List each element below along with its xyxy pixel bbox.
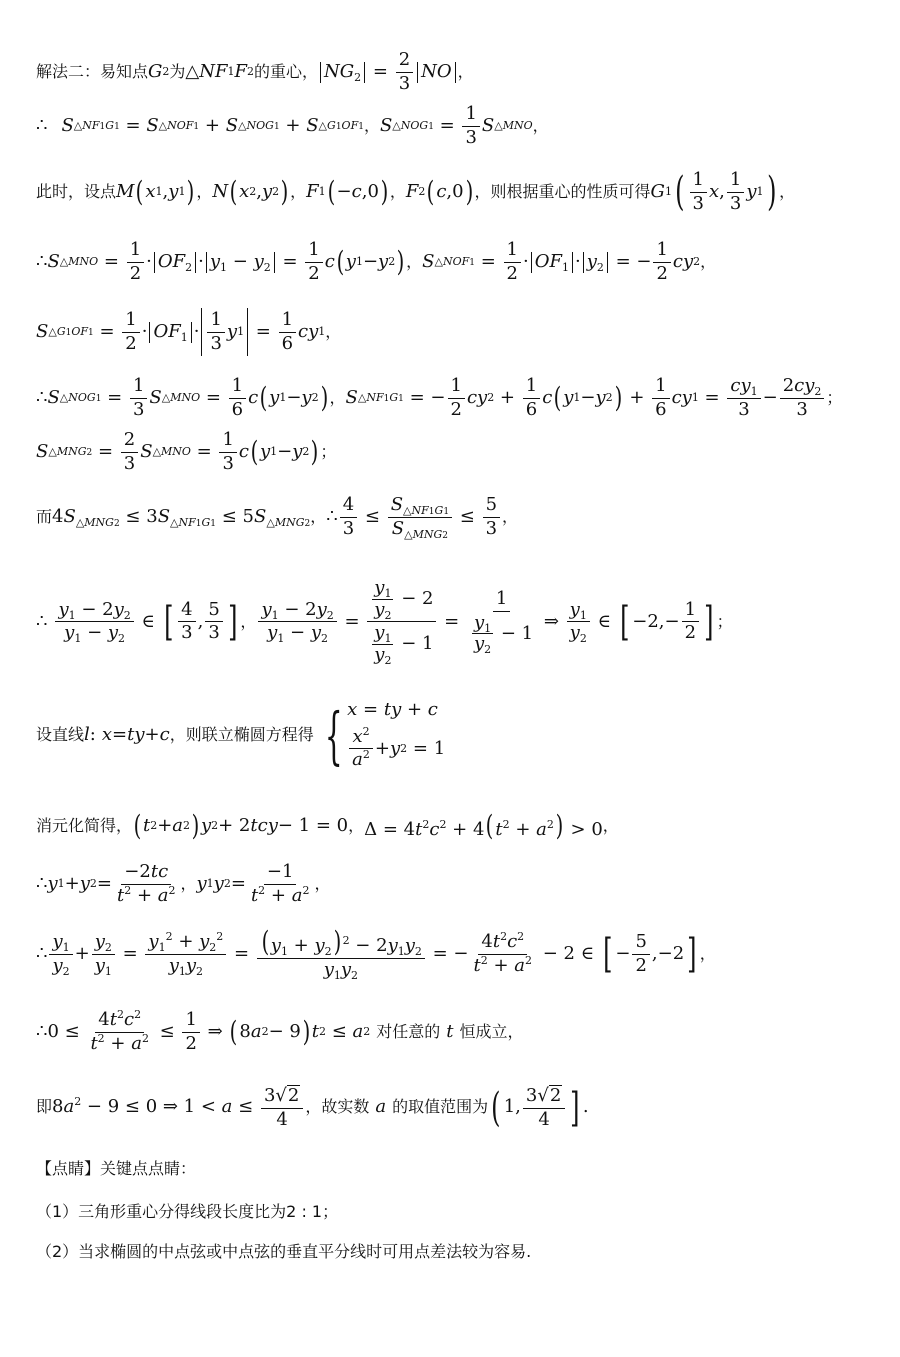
line-1-mid: 为 (169, 61, 186, 81)
line-6: ∴ S △NOG1 = $\frac{1}{3}$ S △MNO = $\frac{1}{6}$ c ( y 1 − y 2 ) ， S △NF1G1 = − $\frac{1}{2}$ cy 2 + $\frac{1}{6}$ c ( y 1 − y 2 ) + $\frac{1}{6}$ cy 1 = $\frac{cy_1}{3}$ − $\frac{2cy_2}{3}$ ； (36, 375, 843, 420)
line-15: 即 $8a^2 - 9 \le 0$ ⇒ 1 < a ≤ 3 √ 2 4 ，故实数 a 的取值范围为 ( 1, 3 √ 2 4 ] . (36, 1084, 589, 1131)
note-2: （2）当求椭圆的中点弦或中点弦的垂直平分线时可用点差法较为容易. (36, 1242, 532, 1261)
line-1: 解法二：易知点 G 2 为 △ NF 1 F 2 的重心， $NG_2$ = $\frac{2}{3}$ NO ， (36, 49, 474, 94)
line-11: 消元化简得， ( t 2 + a 2 ) y 2 + 2 tcy − 1 = 0 ， $\Delta = 4t^2c^2 + 4(t^2 + a^2) > 0$ ， (36, 809, 619, 843)
line-1-prefix: 解法二：易知点 (36, 61, 149, 81)
line-2: ∴ S △NF1G1 = S △NOF1 + S △NOG1 + S △G1OF1 ， S △NOG1 = $\frac{1}{3}$ S △MNO ， (36, 103, 549, 148)
line-5: S △G1OF1 = $\frac{1}{2}$ · $OF_1$ · $\frac{1}{3}$ y 1 = $\frac{1}{6}$ cy 1 ， (36, 308, 880, 356)
line-3: 此时，设点 M ( x 1 , y 1 ) ， N ( x 2 , y 2 ) ， F 1 ( − c ,0 ) ， F 2 ( c ,0 ) ，则根据重心的性质可得 G 1 ( $\frac{1}{3}$ x , $\frac{1}{3}$ y 1 ) ， (36, 169, 796, 216)
note-1: （1）三角形重心分得线段长度比为2 : 1； (36, 1202, 339, 1221)
line-1-tail: 的重心， (254, 61, 319, 81)
note-heading: 【点睛】关键点点睛： (36, 1159, 197, 1178)
line-10: 设直线 l : x = ty + c ，则联立椭圆方程得 { x = ty + c $\frac{x^2}{a^2}$ + y 2 = 1 (36, 698, 446, 772)
line-4: ∴ S △MNO = $\frac{1}{2}$ · $OF_2$ · $y_1 - y_2$ = $\frac{1}{2}$ c ( y 1 − y 2 ) ， S △NOF1 = $\frac{1}{2}$ · $OF_1$ · $y_2$ = − $\frac{1}{2}$ cy 2 ， (36, 239, 717, 284)
equation-system: { x = ty + c $\frac{x^2}{a^2}$ + y 2 = 1 (324, 698, 446, 772)
line-7: S △MNG2 = $\frac{2}{3}$ S △MNO = $\frac{1}{3}$ c ( y 1 − y 2 ) ； (36, 429, 337, 474)
line-12: ∴ y 1 + y 2 = $\frac{-2tc}{t^2 + a^2}$ ， y 1 y 2 = $\frac{-1}{t^2 + a^2}$ ， (36, 861, 331, 906)
line-9: ∴ $\frac{y_1 - 2y_2}{y_1 - y_2}$ ∈ [ $\frac{4}{3}$ , $\frac{5}{3}$ ] ， $\frac{y_1 - 2y_2}{y_1 - y_2}$ = $\frac{y_1}{y_2}$ − 2 $\frac{y_1}{y_2}$ − 1 = 1 $\frac{y_1}{y_2}$ − 1 ⇒ $\frac{y_1}{y_2}$ ∈ [ −2,− $\frac{1}{2}$ ] ； (36, 577, 733, 668)
line-14: ∴ 0 ≤ $\frac{4t^2c^2}{t^2 + a^2}$ ≤ $\frac{1}{2}$ ⇒ ( 8 a 2 − 9 ) t 2 ≤ a 2 对任意的 t 恒成立， (36, 1008, 524, 1054)
line-8: 而 $4S_{\triangle MNG2}$ ≤ $3S_{\triangle NF1G1}$ ≤ $5S_{\triangle MNG2}$ ， ∴ $\frac{4}{3}$ ≤ $\frac{S_{\triangle NF1G1}}{S_{\triangle MNG2}}$ ≤ $\frac{5}{3}$ ， (36, 494, 519, 541)
line-13: ∴ $\frac{y_1}{y_2}$ + $\frac{y_2}{y_1}$ = $\frac{y_1^2 + y_2^2}{y_1y_2}$ = $\frac{(y_1 + y_2) ^2 - 2y_1y_2}{y_1y_2}$ = − $\frac{4t^2c^2}{t^2 + a^2}$ − 2 ∈ [ − $\frac{5}{2}$ ,−2 ] ， (36, 925, 716, 982)
